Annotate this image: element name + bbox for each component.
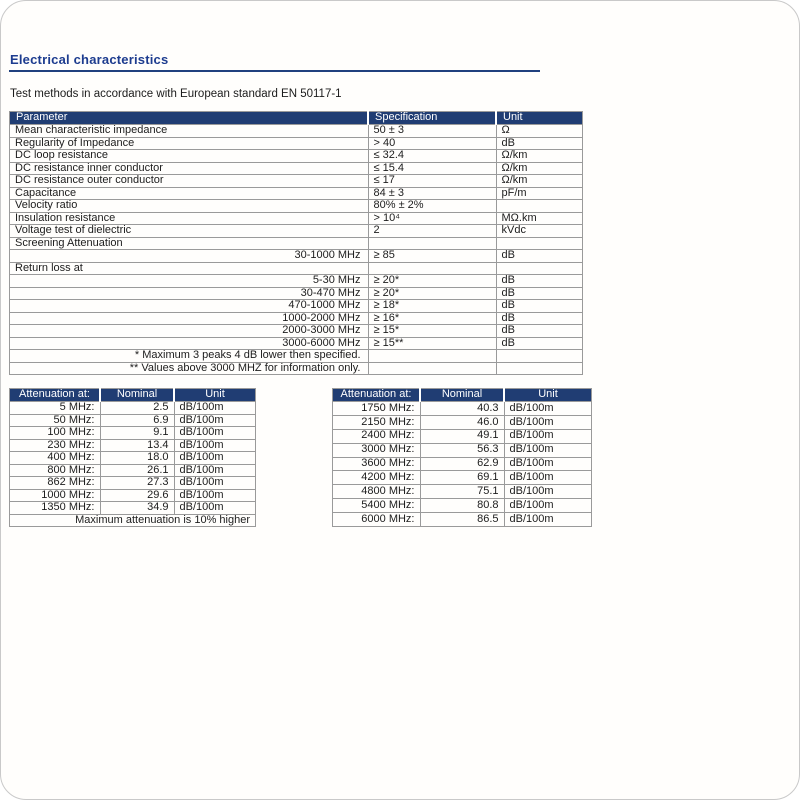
table-row [10,275,583,288]
freq-cell: 4800 MHz: [333,485,421,499]
specification-cell: 50 ± 3 [368,125,496,138]
unit-cell: dB [496,337,583,350]
unit-cell: dB [496,250,583,263]
table-row [333,429,592,443]
freq-cell: 800 MHz: [10,464,101,477]
table-row [10,402,256,415]
specification-cell: ≥ 15** [368,337,496,350]
table-row [10,200,583,213]
unit-cell: dB/100m [504,499,592,513]
specification-cell [368,350,496,363]
nominal-cell: 49.1 [420,429,504,443]
unit-cell: dB/100m [174,477,256,490]
unit-cell: dB/100m [504,402,592,416]
freq-cell: 5 MHz: [10,402,101,415]
unit-cell: dB/100m [174,414,256,427]
unit-cell: dB [496,137,583,150]
attenuation-table-low-freq [9,388,256,527]
parameter-cell: Capacitance [10,187,369,200]
freq-cell: 5400 MHz: [333,499,421,513]
unit-cell: Ω [496,125,583,138]
parameter-cell: Insulation resistance [10,212,369,225]
nominal-cell: 62.9 [420,457,504,471]
unit-cell: Ω/km [496,162,583,175]
table-row [10,489,256,502]
freq-cell: 1350 MHz: [10,502,101,515]
table-row [333,471,592,485]
attenuation-footer-row [10,514,256,527]
nominal-cell: 75.1 [420,485,504,499]
freq-cell: 3600 MHz: [333,457,421,471]
table-row [10,212,583,225]
nominal-cell: 34.9 [100,502,174,515]
nominal-cell: 6.9 [100,414,174,427]
table-row [333,415,592,429]
freq-cell: 1750 MHz: [333,402,421,416]
freq-cell: 400 MHz: [10,452,101,465]
specification-cell [368,362,496,375]
freq-cell: 2400 MHz: [333,429,421,443]
table-row [10,150,583,163]
specification-cell: ≥ 20* [368,287,496,300]
table-row [10,477,256,490]
unit-cell: dB [496,325,583,338]
table-row [10,452,256,465]
table-row [10,502,256,515]
freq-cell: 4200 MHz: [333,471,421,485]
unit-cell: dB/100m [504,415,592,429]
atten-left-header-frequency: Attenuation at: [10,389,101,402]
table-row [10,250,583,263]
parameter-cell: Voltage test of dielectric [10,225,369,238]
table-row [10,162,583,175]
attenuation-left-header-row [10,389,256,402]
spec-table-body [10,125,583,375]
attenuation-left-foot [10,514,256,527]
nominal-cell: 69.1 [420,471,504,485]
attenuation-right-header-row [333,389,592,402]
nominal-cell: 26.1 [100,464,174,477]
parameter-cell: Velocity ratio [10,200,369,213]
specification-cell: ≤ 17 [368,175,496,188]
table-row [333,457,592,471]
specification-cell: 2 [368,225,496,238]
atten-right-header-frequency: Attenuation at: [333,389,421,402]
unit-cell: dB/100m [504,513,592,527]
table-row [10,125,583,138]
table-row [10,262,583,275]
table-row [333,402,592,416]
atten-right-header-nominal: Nominal [420,389,504,402]
parameter-cell: Mean characteristic impedance [10,125,369,138]
parameter-cell: * Maximum 3 peaks 4 dB lower then specified. [10,350,369,363]
attenuation-left-body [10,402,256,515]
nominal-cell: 18.0 [100,452,174,465]
table-row [10,225,583,238]
nominal-cell: 29.6 [100,489,174,502]
unit-cell: dB [496,287,583,300]
unit-cell: dB/100m [174,452,256,465]
unit-cell: dB/100m [504,471,592,485]
specification-cell: ≤ 32.4 [368,150,496,163]
table-row [10,237,583,250]
unit-cell [496,237,583,250]
table-row [333,443,592,457]
attenuation-right-body [333,402,592,527]
nominal-cell: 27.3 [100,477,174,490]
parameter-cell: 1000-2000 MHz [10,312,369,325]
unit-cell: dB/100m [504,443,592,457]
spec-table-header-row [10,112,583,125]
table-row [10,464,256,477]
unit-cell: dB [496,275,583,288]
table-row [10,427,256,440]
nominal-cell: 9.1 [100,427,174,440]
unit-cell: dB/100m [174,427,256,440]
spec-header-parameter: Parameter [10,112,369,125]
table-row [10,325,583,338]
unit-cell [496,350,583,363]
heading-underline [9,70,540,72]
unit-cell: dB/100m [174,502,256,515]
table-row [333,485,592,499]
table-row [10,187,583,200]
unit-cell [496,200,583,213]
unit-cell [496,362,583,375]
unit-cell: kVdc [496,225,583,238]
atten-right-header-unit: Unit [504,389,592,402]
specification-cell [368,262,496,275]
attenuation-right-head [333,389,592,402]
parameter-cell: 30-470 MHz [10,287,369,300]
unit-cell: MΩ.km [496,212,583,225]
specification-cell: > 10⁴ [368,212,496,225]
nominal-cell: 80.8 [420,499,504,513]
unit-cell [496,262,583,275]
spec-header-specification: Specification [368,112,496,125]
freq-cell: 2150 MHz: [333,415,421,429]
test-methods-note: Test methods in accordance with European standard EN 50117-1 [10,88,342,100]
page-title: Electrical characteristics [10,52,169,67]
table-row [333,513,592,527]
parameter-cell: Return loss at [10,262,369,275]
freq-cell: 3000 MHz: [333,443,421,457]
table-row [10,350,583,363]
specification-cell: ≥ 15* [368,325,496,338]
specification-cell: ≥ 18* [368,300,496,313]
nominal-cell: 86.5 [420,513,504,527]
unit-cell: Ω/km [496,175,583,188]
spec-header-unit: Unit [496,112,583,125]
specification-cell: 80% ± 2% [368,200,496,213]
parameter-cell: 30-1000 MHz [10,250,369,263]
nominal-cell: 56.3 [420,443,504,457]
unit-cell: dB/100m [174,439,256,452]
unit-cell: dB [496,300,583,313]
unit-cell: dB/100m [504,429,592,443]
parameter-cell: 2000-3000 MHz [10,325,369,338]
electrical-spec-table [9,111,583,375]
table-row [10,362,583,375]
nominal-cell: 40.3 [420,402,504,416]
parameter-cell: DC resistance inner conductor [10,162,369,175]
spec-table-head [10,112,583,125]
unit-cell: dB/100m [504,457,592,471]
table-row [10,337,583,350]
table-row [10,175,583,188]
nominal-cell: 2.5 [100,402,174,415]
table-row [10,312,583,325]
freq-cell: 230 MHz: [10,439,101,452]
parameter-cell: 3000-6000 MHz [10,337,369,350]
specification-cell: 84 ± 3 [368,187,496,200]
nominal-cell: 46.0 [420,415,504,429]
specification-cell: ≥ 85 [368,250,496,263]
specification-cell: ≥ 16* [368,312,496,325]
parameter-cell: Screening Attenuation [10,237,369,250]
unit-cell: dB/100m [174,489,256,502]
freq-cell: 50 MHz: [10,414,101,427]
unit-cell: dB [496,312,583,325]
freq-cell: 100 MHz: [10,427,101,440]
unit-cell: dB/100m [504,485,592,499]
parameter-cell: Regularity of Impedance [10,137,369,150]
parameter-cell: ** Values above 3000 MHZ for information only. [10,362,369,375]
table-row [10,300,583,313]
unit-cell: dB/100m [174,464,256,477]
parameter-cell: 470-1000 MHz [10,300,369,313]
unit-cell: Ω/km [496,150,583,163]
nominal-cell: 13.4 [100,439,174,452]
specification-cell [368,237,496,250]
table-row [10,137,583,150]
attenuation-table-high-freq [332,388,592,527]
specification-cell: > 40 [368,137,496,150]
table-row [10,439,256,452]
table-row [10,414,256,427]
specification-cell: ≤ 15.4 [368,162,496,175]
unit-cell: pF/m [496,187,583,200]
freq-cell: 6000 MHz: [333,513,421,527]
attenuation-footer-note: Maximum attenuation is 10% higher [10,514,256,527]
parameter-cell: DC loop resistance [10,150,369,163]
table-row [10,287,583,300]
attenuation-left-head [10,389,256,402]
table-row [333,499,592,513]
attenuation-tables [9,388,592,527]
atten-left-header-unit: Unit [174,389,256,402]
specification-cell: ≥ 20* [368,275,496,288]
freq-cell: 1000 MHz: [10,489,101,502]
unit-cell: dB/100m [174,402,256,415]
atten-left-header-nominal: Nominal [100,389,174,402]
parameter-cell: DC resistance outer conductor [10,175,369,188]
freq-cell: 862 MHz: [10,477,101,490]
parameter-cell: 5-30 MHz [10,275,369,288]
